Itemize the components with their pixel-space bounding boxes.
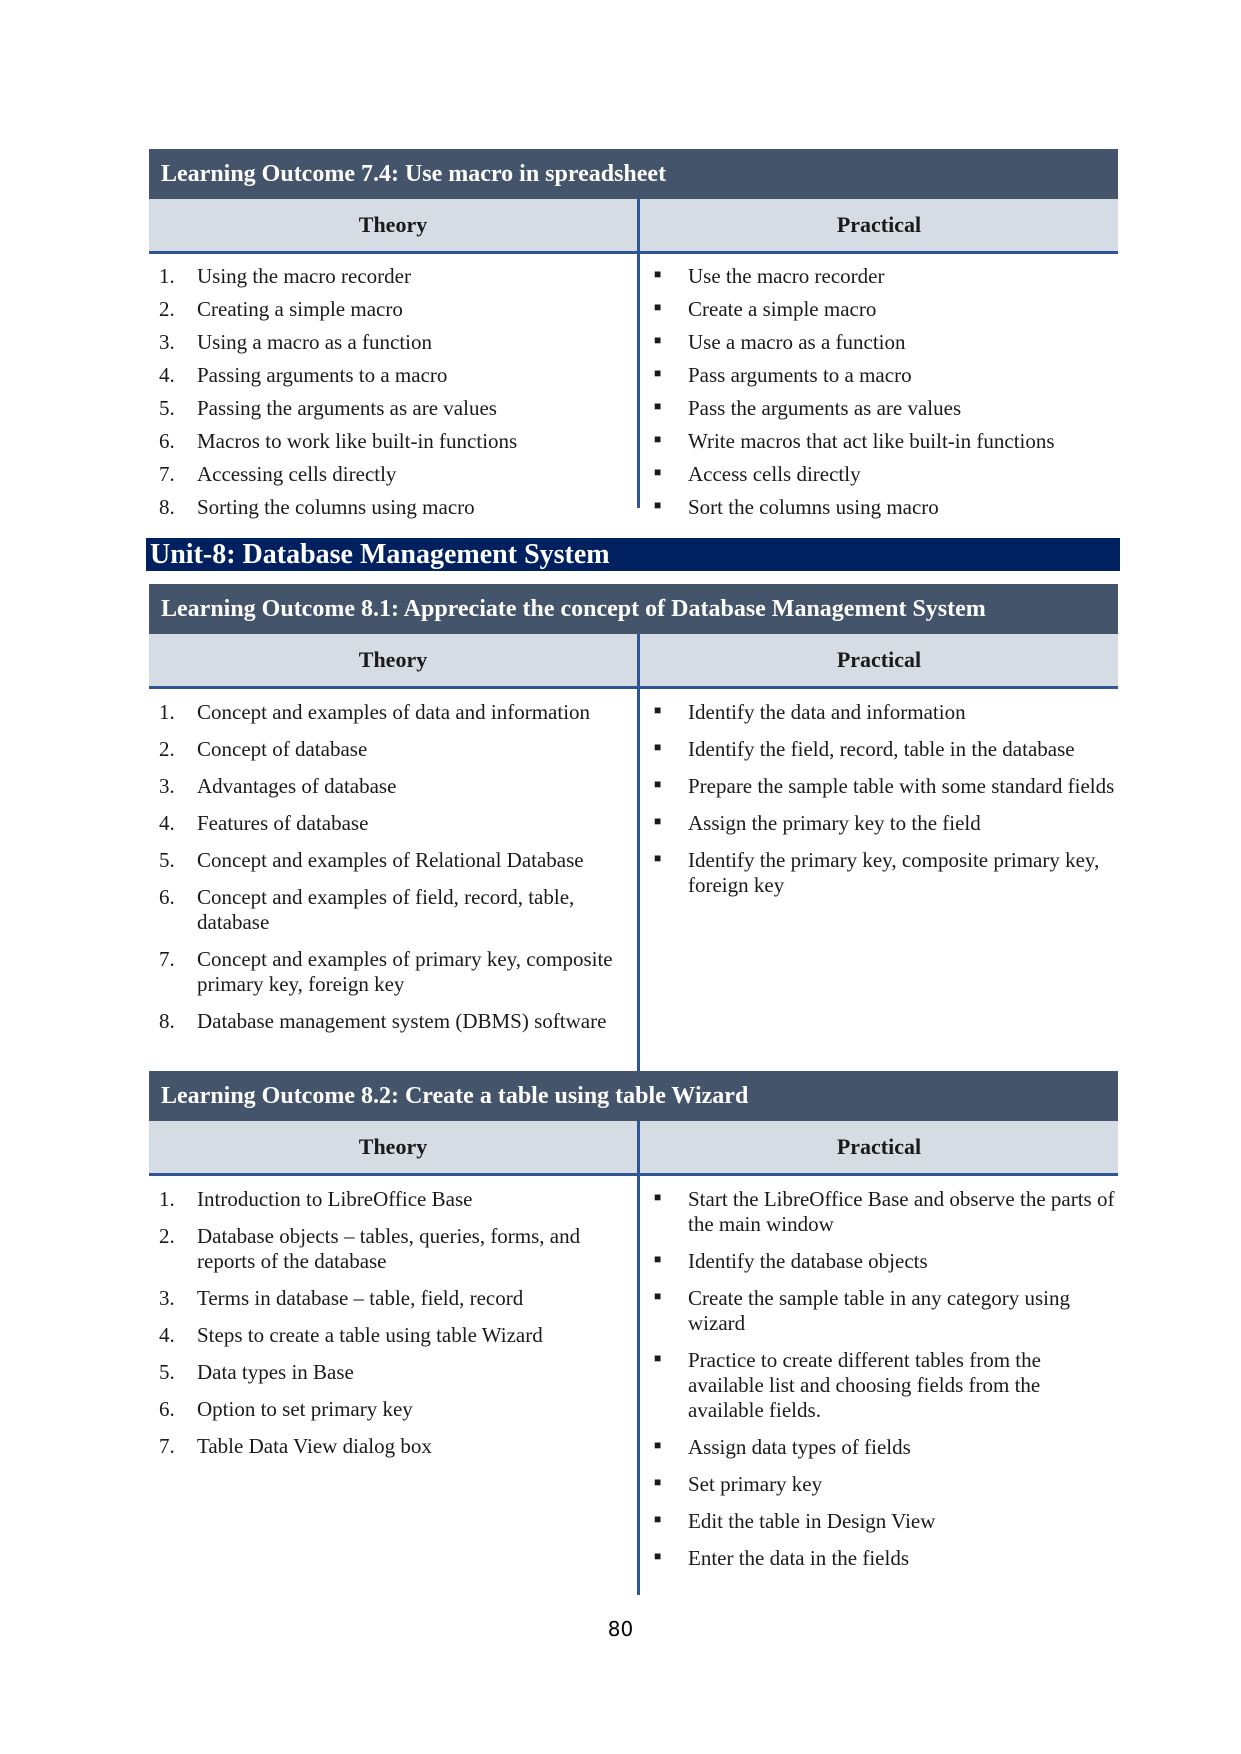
square-bullet-icon: ■ — [654, 1475, 662, 1489]
item-text: Practice to create different tables from the available list and choosing fields from the available fields. — [688, 1348, 1041, 1422]
square-bullet-icon: ■ — [654, 432, 662, 446]
item-text: Steps to create a table using table Wizard — [197, 1323, 543, 1347]
item-number: 4. — [159, 363, 175, 387]
item-number: 6. — [159, 429, 175, 453]
practical-column — [640, 254, 1118, 528]
practical-item — [640, 737, 1118, 762]
practical-item — [640, 1509, 1118, 1534]
learning-outcome-7-4-table — [149, 149, 1118, 528]
item-text: Using the macro recorder — [197, 264, 411, 288]
item-text: Enter the data in the fields — [688, 1546, 910, 1570]
item-text: Accessing cells directly — [197, 462, 397, 486]
item-text: Write macros that act like built-in functions — [688, 429, 1055, 453]
item-number: 2. — [159, 297, 175, 321]
practical-item — [640, 700, 1118, 725]
item-text: Assign data types of fields — [688, 1435, 911, 1459]
practical-list — [640, 700, 1118, 898]
practical-header: Practical — [836, 212, 922, 237]
item-text: Prepare the sample table with some standard fields — [688, 774, 1115, 798]
practical-item — [640, 848, 1118, 898]
theory-item — [149, 700, 637, 725]
theory-item — [149, 1286, 637, 1311]
item-number: 3. — [159, 1286, 175, 1310]
square-bullet-icon: ■ — [654, 777, 662, 791]
learning-outcome-8-2-table — [149, 1071, 1118, 1595]
item-number: 1. — [159, 700, 175, 724]
unit-heading: Unit-8: Database Management System — [146, 538, 1120, 571]
practical-item — [640, 1348, 1118, 1423]
item-text: Sorting the columns using macro — [197, 495, 475, 519]
item-text: Macros to work like built-in functions — [197, 429, 518, 453]
square-bullet-icon: ■ — [654, 366, 662, 380]
item-number: 5. — [159, 396, 175, 420]
theory-list — [149, 1187, 637, 1459]
table-header-row — [149, 199, 1118, 254]
practical-item — [640, 429, 1118, 454]
theory-item — [149, 774, 637, 799]
square-bullet-icon: ■ — [654, 267, 662, 281]
square-bullet-icon: ■ — [654, 333, 662, 347]
practical-item — [640, 811, 1118, 836]
item-number: 8. — [159, 495, 175, 519]
theory-item — [149, 1187, 637, 1212]
learning-outcome-title: Learning Outcome 7.4: Use macro in spreadsheet — [149, 149, 1118, 199]
item-text: Database objects – tables, queries, forms, and reports of the database — [197, 1224, 581, 1273]
square-bullet-icon: ■ — [654, 703, 662, 717]
square-bullet-icon: ■ — [654, 1252, 662, 1266]
practical-header: Practical — [836, 647, 922, 672]
theory-item — [149, 947, 637, 997]
item-text: Table Data View dialog box — [197, 1434, 432, 1458]
table-header-row — [149, 1121, 1118, 1176]
item-text: Sort the columns using macro — [688, 495, 939, 519]
theory-column — [149, 254, 640, 519]
square-bullet-icon: ■ — [654, 1512, 662, 1526]
practical-item — [640, 1435, 1118, 1460]
item-number: 5. — [159, 848, 175, 872]
theory-header: Theory — [149, 634, 640, 686]
item-number: 4. — [159, 811, 175, 835]
theory-item — [149, 811, 637, 836]
item-text: Concept and examples of field, record, table, database — [197, 885, 575, 934]
table-body — [149, 689, 1118, 1084]
item-text: Identify the database objects — [688, 1249, 928, 1273]
practical-item — [640, 1546, 1118, 1571]
item-text: Set primary key — [688, 1472, 823, 1496]
item-number: 2. — [159, 737, 175, 761]
item-number: 3. — [159, 330, 175, 354]
square-bullet-icon: ■ — [654, 1190, 662, 1204]
practical-item — [640, 462, 1118, 487]
square-bullet-icon: ■ — [654, 498, 662, 512]
square-bullet-icon: ■ — [654, 1351, 662, 1365]
item-text: Features of database — [197, 811, 369, 835]
practical-header: Practical — [836, 1134, 922, 1159]
theory-item — [149, 737, 637, 762]
item-number: 2. — [159, 1224, 175, 1248]
theory-item — [149, 1434, 637, 1459]
theory-item — [149, 495, 637, 520]
item-number: 7. — [159, 1434, 175, 1458]
item-text: Pass arguments to a macro — [688, 363, 912, 387]
theory-item — [149, 429, 637, 454]
item-text: Advantages of database — [197, 774, 397, 798]
practical-item — [640, 1249, 1118, 1274]
item-text: Passing the arguments as are values — [197, 396, 497, 420]
item-number: 1. — [159, 264, 175, 288]
item-text: Database management system (DBMS) software — [197, 1009, 607, 1033]
item-text: Create a simple macro — [688, 297, 877, 321]
item-number: 4. — [159, 1323, 175, 1347]
item-text: Creating a simple macro — [197, 297, 403, 321]
theory-item — [149, 264, 637, 289]
practical-item — [640, 297, 1118, 322]
theory-item — [149, 1224, 637, 1274]
item-text: Identify the field, record, table in the database — [688, 737, 1075, 761]
square-bullet-icon: ■ — [654, 851, 662, 865]
item-text: Assign the primary key to the field — [688, 811, 981, 835]
practical-list — [640, 1187, 1118, 1571]
practical-item — [640, 330, 1118, 355]
item-text: Create the sample table in any category using wizard — [688, 1286, 1070, 1335]
page-number: 80 — [607, 1617, 634, 1641]
practical-list — [640, 264, 1118, 520]
item-text: Pass the arguments as are values — [688, 396, 962, 420]
theory-item — [149, 885, 637, 935]
theory-item — [149, 330, 637, 355]
theory-header: Theory — [149, 199, 640, 251]
theory-list — [149, 264, 637, 520]
table-header-row — [149, 634, 1118, 689]
theory-item — [149, 1397, 637, 1422]
square-bullet-icon: ■ — [654, 1438, 662, 1452]
theory-item — [149, 363, 637, 388]
item-text: Passing arguments to a macro — [197, 363, 448, 387]
theory-item — [149, 396, 637, 421]
square-bullet-icon: ■ — [654, 465, 662, 479]
practical-item — [640, 264, 1118, 289]
square-bullet-icon: ■ — [654, 814, 662, 828]
square-bullet-icon: ■ — [654, 1289, 662, 1303]
item-text: Data types in Base — [197, 1360, 354, 1384]
item-text: Concept and examples of primary key, composite primary key, foreign key — [197, 947, 613, 996]
item-text: Option to set primary key — [197, 1397, 413, 1421]
practical-column — [640, 689, 1118, 1084]
theory-column — [149, 689, 640, 1084]
practical-item — [640, 363, 1118, 388]
item-text: Concept of database — [197, 737, 368, 761]
practical-item — [640, 1286, 1118, 1336]
table-body — [149, 254, 1118, 528]
item-text: Using a macro as a function — [197, 330, 433, 354]
item-text: Use a macro as a function — [688, 330, 906, 354]
item-number: 3. — [159, 774, 175, 798]
item-text: Edit the table in Design View — [688, 1509, 936, 1533]
learning-outcome-title: Learning Outcome 8.2: Create a table using table Wizard — [149, 1071, 1118, 1121]
practical-item — [640, 1187, 1118, 1237]
item-number: 7. — [159, 462, 175, 486]
theory-item — [149, 297, 637, 322]
item-text: Start the LibreOffice Base and observe the parts of the main window — [688, 1187, 1115, 1236]
item-text: Concept and examples of Relational Database — [197, 848, 584, 872]
learning-outcome-8-1-table — [149, 584, 1118, 1084]
theory-list — [149, 700, 637, 1034]
item-number: 7. — [159, 947, 175, 971]
practical-item — [640, 396, 1118, 421]
learning-outcome-title: Learning Outcome 8.1: Appreciate the concept of Database Management System — [149, 584, 1118, 634]
theory-item — [149, 1360, 637, 1385]
item-text: Use the macro recorder — [688, 264, 885, 288]
item-text: Access cells directly — [688, 462, 861, 486]
item-text: Introduction to LibreOffice Base — [197, 1187, 473, 1211]
square-bullet-icon: ■ — [654, 1549, 662, 1563]
theory-item — [149, 848, 637, 873]
item-text: Terms in database – table, field, record — [197, 1286, 524, 1310]
practical-item — [640, 495, 1118, 520]
theory-header: Theory — [149, 1121, 640, 1173]
item-text: Concept and examples of data and information — [197, 700, 591, 724]
practical-item — [640, 774, 1118, 799]
item-text: Identify the primary key, composite primary key, foreign key — [688, 848, 1100, 897]
item-number: 8. — [159, 1009, 175, 1033]
item-number: 6. — [159, 885, 175, 909]
item-number: 5. — [159, 1360, 175, 1384]
item-number: 1. — [159, 1187, 175, 1211]
square-bullet-icon: ■ — [654, 300, 662, 314]
practical-column — [640, 1176, 1118, 1595]
practical-item — [640, 1472, 1118, 1497]
theory-item — [149, 462, 637, 487]
theory-column — [149, 1176, 640, 1595]
item-text: Identify the data and information — [688, 700, 966, 724]
table-body — [149, 1176, 1118, 1595]
square-bullet-icon: ■ — [654, 740, 662, 754]
theory-item — [149, 1009, 637, 1034]
item-number: 6. — [159, 1397, 175, 1421]
theory-item — [149, 1323, 637, 1348]
square-bullet-icon: ■ — [654, 399, 662, 413]
